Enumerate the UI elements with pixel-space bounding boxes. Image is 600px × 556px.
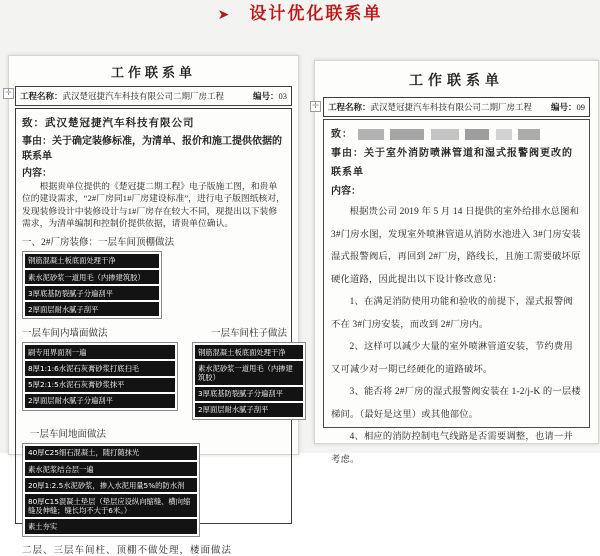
spec-row: 20厚1:2.5水泥砂浆，掺入水泥用量5%的防水剂 <box>25 478 197 492</box>
to-value: 武汉楚冠捷汽车科技有限公司 <box>45 118 195 129</box>
spec-row: 素水泥浆结合层一遍 <box>25 462 197 476</box>
intro-paragraph: 根据贵单位提供的《楚冠捷二期工程》电子版施工图，和贵单位的建设需求，“2#厂房同1#厂房建设标准”，进行电子版图纸核对，发现装修设计中装修设计与1#厂房存在较大不同，现提出以下装修需求，为清单编制和控制价提供依据，请贵单位确认。 <box>22 181 285 229</box>
paragraph-item-1: 1、在满足消防使用功能和验收的前提下，湿式报警阀不在 3#门房安装，而改到 2#厂房内。 <box>331 297 573 330</box>
wall-column <box>22 325 178 410</box>
doc-number-value: 03 <box>278 91 287 101</box>
page-header <box>0 3 600 25</box>
doc-number-label: 编号： <box>252 91 279 101</box>
spec-row: 钢筋混凝土板底面处理干净 <box>195 345 303 359</box>
spec-row: 素水泥砂浆一道甩毛（内掺建筑胶） <box>25 270 159 284</box>
table-move-handle-icon: ✛ <box>310 101 321 112</box>
project-header-row <box>15 86 292 106</box>
wall-and-column-section <box>22 325 293 420</box>
doc-number-label: 编号： <box>550 102 577 112</box>
redaction-block <box>496 129 512 140</box>
pillar-column <box>192 325 306 420</box>
project-name-cell <box>328 101 532 113</box>
spec-table-ceiling <box>22 251 162 319</box>
doc-number-cell <box>551 101 585 113</box>
doc-body <box>15 108 293 556</box>
spec-row: 刷专用界面剂一遍 <box>25 345 175 359</box>
content-label: 内容： <box>22 168 52 179</box>
spec-table-pillar <box>192 342 306 420</box>
spec-row: 素土夯实 <box>25 519 197 533</box>
project-name-label: 工程名称： <box>20 91 63 101</box>
spec-row: 3厚底基防裂腻子分遍刮平 <box>195 387 303 401</box>
spec-table-wall <box>22 342 178 410</box>
content-label: 内容： <box>331 186 361 197</box>
section-floor-title: 一层车间地面做法 <box>30 429 107 440</box>
subject-value: 关于确定装修标准，为清单、报价和施工提供依据的联系单 <box>22 136 282 162</box>
spec-row: 钢筋混凝土板底面处理干净 <box>25 254 159 268</box>
paragraph-item-2: 2、这样可以减少大量的室外喷淋管道安装，节约费用又可减少对一期已经硬化的道路破坏。 <box>331 342 573 375</box>
project-header-row <box>323 97 590 117</box>
paragraph-item-4: 4、相应的消防控制电气线路是否需要调整，也请一并考虑。 <box>331 432 573 465</box>
paragraph-intro: 根据贵公司 2019 年 5 月 14 日提供的室外给排水总图和 3#门房水图，发现室外喷淋管道从消防水池进入 3#门房安装湿式报警阀后，再回到 2#厂房，路线长，且施工需要破坏原硬化道路，因此提出以下设计修改意见： <box>331 207 581 285</box>
doc-number-cell <box>253 90 287 102</box>
bullet-arrow-icon: ➤ <box>217 6 230 22</box>
spec-row: 2厚面层耐水腻子刮平 <box>25 302 159 316</box>
spec-row: 素水泥砂浆一道甩毛（内掺建筑胶） <box>195 361 303 384</box>
subject-line <box>331 144 582 182</box>
to-label: 致： <box>22 118 45 129</box>
spec-row: 3厚底基防裂腻子分遍刮平 <box>25 286 159 300</box>
project-name-label: 工程名称： <box>328 102 371 112</box>
project-name-cell <box>20 90 224 102</box>
to-line <box>22 115 285 130</box>
redaction-block <box>390 129 424 140</box>
spec-row: 5厚2:1:5水泥石灰膏砂浆抹平 <box>25 378 175 392</box>
spec-row: 2厚面层耐水腻子分遍刮平 <box>25 394 175 408</box>
section-wall-title: 一层车间内墙面做法 <box>22 329 108 340</box>
section-pillar-title: 一层车间柱子做法 <box>210 329 287 340</box>
doc-number-value: 09 <box>576 102 585 112</box>
redaction-block <box>465 129 489 140</box>
doc-title: 工作联系单 <box>110 65 196 80</box>
redaction-block <box>431 129 459 140</box>
table-move-handle-icon: ✛ <box>3 88 14 99</box>
subject-value: 关于室外消防喷淋管道和湿式报警阀更改的联系单 <box>331 148 573 178</box>
project-name-value: 武汉楚冠捷汽车科技有限公司二期厂房工程 <box>370 102 533 112</box>
redaction-block <box>358 129 384 140</box>
work-contact-sheet-right <box>312 60 599 465</box>
spec-table-floor <box>22 443 200 537</box>
project-name-value: 武汉楚冠捷汽车科技有限公司二期厂房工程 <box>62 91 225 101</box>
redaction-block <box>518 129 540 140</box>
subject-label: 事由： <box>22 136 52 147</box>
section-ceiling-title: 一、2#厂房装修：一层车间顶棚做法 <box>22 237 175 248</box>
spec-row: 8厚1:1:6水泥石灰膏砂浆打底扫毛 <box>25 361 175 375</box>
to-line <box>331 125 582 144</box>
page-title: 设计优化联系单 <box>249 4 383 23</box>
paragraph-item-3: 3、能否将 2#厂房的湿式报警阀安装在 1-2/j-K 的一层楼梯间。（最好是这里）或其他部位。 <box>331 387 581 420</box>
subject-label: 事由： <box>331 148 364 159</box>
spec-row: 2厚面层耐水腻子刮平 <box>195 403 303 417</box>
doc-body <box>323 119 590 465</box>
footer-note: 二层、三层车间柱、顶棚不做处理，楼面做法 <box>22 545 233 556</box>
to-label: 致： <box>331 129 353 140</box>
subject-line <box>22 134 285 164</box>
spec-row: 40厚C25细石混凝土，随打随抹光 <box>25 446 197 460</box>
work-contact-sheet-left <box>5 55 299 556</box>
doc-title: 工作联系单 <box>409 74 504 89</box>
spec-row: 80厚C15混凝土垫层（垫层应设纵向缩缝、横向缩缝及伸缝；缝长均不大于6米。） <box>25 494 197 517</box>
